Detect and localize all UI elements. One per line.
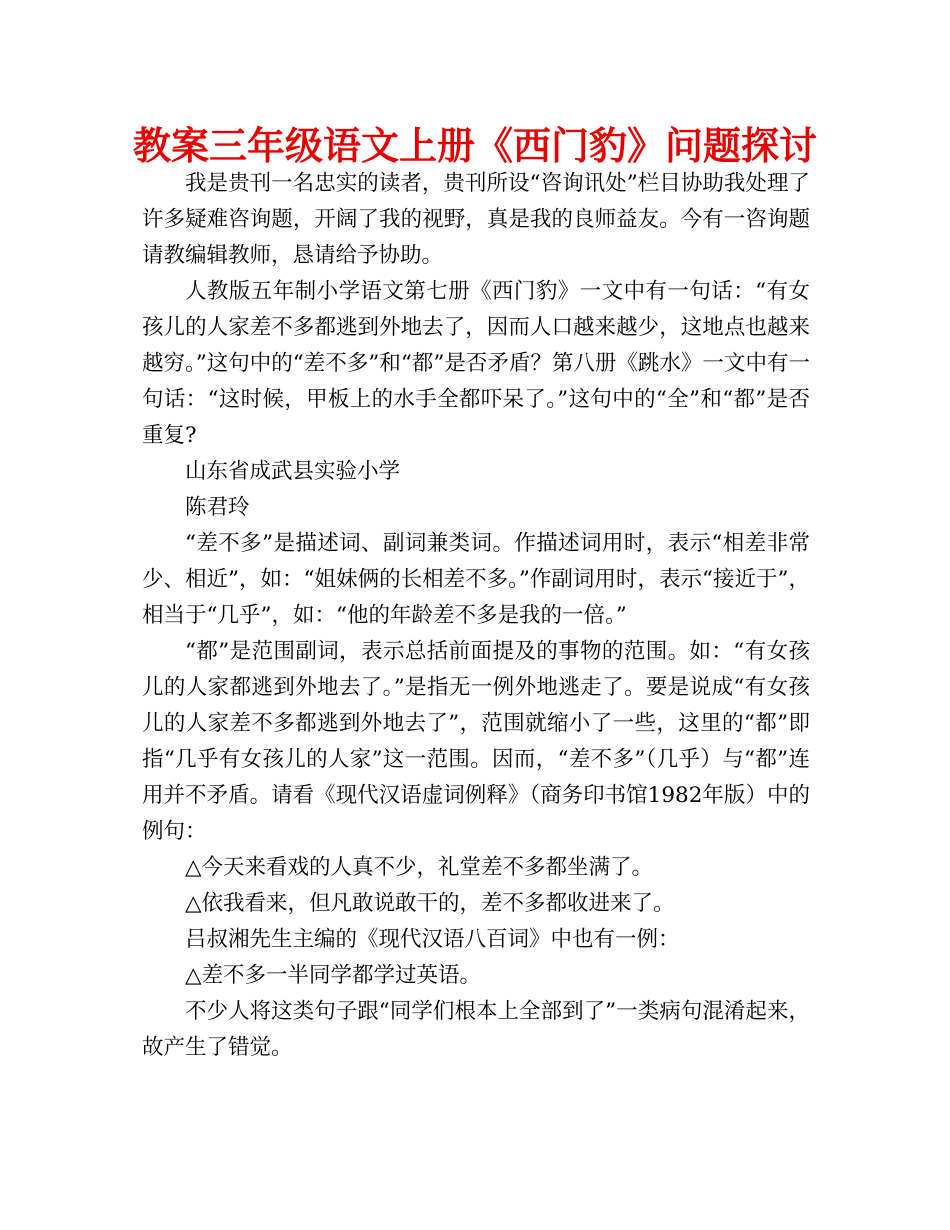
paragraph-school: 山东省成武县实验小学: [185, 459, 401, 484]
paragraph-example-1: △今天来看戏的人真不少，礼堂差不多都坐满了。: [185, 855, 654, 880]
paragraph-author: 陈君玲: [185, 495, 250, 520]
paragraph-question: 人教版五年制小学语文第七册《西门豹》一文中有一句话：“有女孩儿的人家差不多都逃到外地去了，因而人口越来越少，这地点也越来越穷。”这句中的“差不多”和“都”是否矛盾？第八册《跳水》一文中有一句话：“这时候，甲板上的水手全都吓呆了。”这句中的“全”和“都”是否重复?: [142, 279, 810, 448]
paragraph-reference: 吕叔湘先生主编的《现代汉语八百词》中也有一例：: [185, 927, 680, 952]
paragraph-dou-explanation: “都”是范围副词，表示总括前面提及的事物的范围。如：“有女孩儿的人家都逃到外地去了。”是指无一例外地逃走了。要是说成“有女孩儿的人家差不多都逃到外地去了”，范围就缩小了一些，这里的“都”即指“几乎有女孩儿的人家”这一范围。因而，“差不多”（几乎）与“都”连用并不矛盾。请看《现代汉语虚词例释》（商务印书馆1982年版）中的例句：: [142, 639, 810, 844]
paragraph-intro: 我是贵刊一名忠实的读者，贵刊所设“咨询讯处”栏目协助我处理了许多疑难咨询题，开阔了我的视野，真是我的良师益友。今有一咨询题请教编辑教师，恳请给予协助。: [142, 171, 810, 268]
document-body: [142, 166, 810, 1066]
document-title: 教案三年级语文上册《西门豹》问题探讨: [132, 124, 817, 168]
paragraph-chabuduo-explanation: “差不多”是描述词、副词兼类词。作描述词用时，表示“相差非常少、相近”，如：“姐妹俩的长相差不多。”作副词用时，表示“接近于”，相当于“几乎”，如：“他的年龄差不多是我的一倍。”: [142, 531, 810, 628]
paragraph-example-3: △差不多一半同学都学过英语。: [185, 963, 482, 988]
paragraph-example-2: △依我看来，但凡敢说敢干的，差不多都收进来了。: [185, 891, 675, 916]
paragraph-conclusion: 不少人将这类句子跟“同学们根本上全部到了”一类病句混淆起来，故产生了错觉。: [142, 999, 810, 1060]
